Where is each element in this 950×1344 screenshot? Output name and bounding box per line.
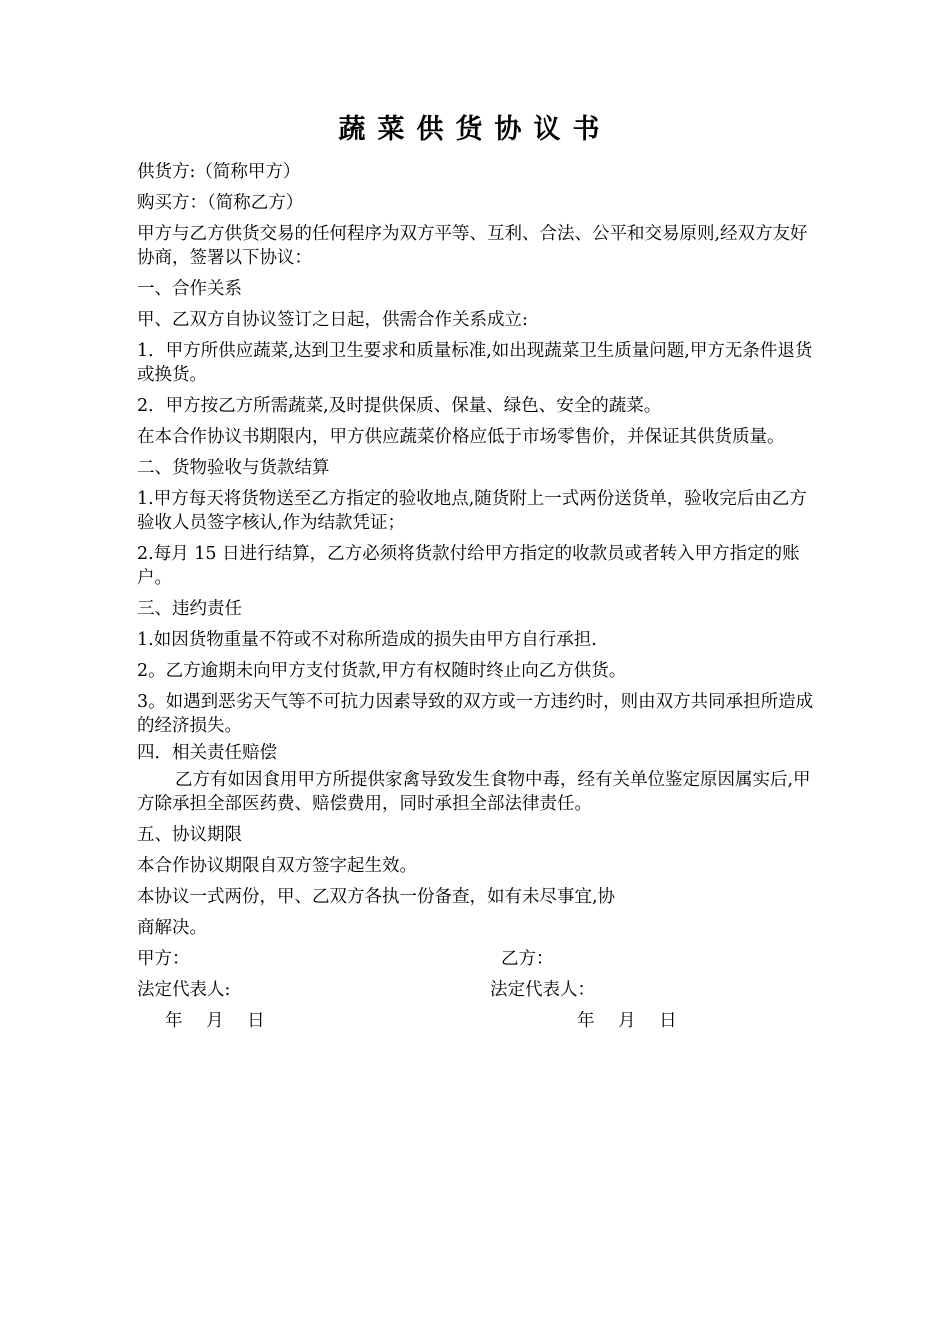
section-1-note: 在本合作协议书期限内，甲方供应蔬菜价格应低于市场零售价，并保证其供货质量。 xyxy=(137,427,785,447)
section-5-heading: 五、协议期限 xyxy=(137,825,242,845)
date-b: 年 月 日 xyxy=(577,1011,677,1031)
section-1-item-1: 1．甲方所供应蔬菜,达到卫生要求和质量标准,如出现蔬菜卫生质量问题,甲方无条件退货或换货。 xyxy=(137,341,813,385)
section-3-item-3: 3。如遇到恶劣天气等不可抗力因素导致的双方或一方违约时，则由双方共同承担所造成的经济损失。 xyxy=(137,692,814,736)
preamble-paragraph: 甲方与乙方供货交易的任何程序为双方平等、互利、合法、公平和交易原则,经双方友好协商，签署以下协议： xyxy=(137,224,808,268)
section-2-item-1: 1.甲方每天将货物送至乙方指定的验收地点,随货附上一式两份送货单，验收完后由乙方验收人员签字核认,作为结款凭证； xyxy=(137,489,807,533)
signature-date-row xyxy=(137,1009,817,1033)
section-1-intro: 甲、乙双方自协议签订之日起，供需合作关系成立: xyxy=(137,310,528,330)
signature-rep-row xyxy=(137,978,817,1002)
page-title: 蔬菜供货协议书 xyxy=(338,114,612,145)
section-5-text-2b: 商解决。 xyxy=(137,918,207,938)
supplier-line: 供货方:（简称甲方） xyxy=(137,162,301,182)
section-3-item-2: 2。乙方逾期未向甲方支付货款,甲方有权随时终止向乙方供货。 xyxy=(137,661,627,681)
party-a-label: 甲方： xyxy=(137,949,190,969)
section-1-item-2: 2．甲方按乙方所需蔬菜,及时提供保质、保量、绿色、安全的蔬菜。 xyxy=(137,396,662,416)
section-5-text-1: 本合作协议期限自双方签字起生效。 xyxy=(137,856,417,876)
section-4-text: 乙方有如因食用甲方所提供家禽导致发生食物中毒，经有关单位鉴定原因属实后,甲方除承担全部医药费、赔偿费用，同时承担全部法律责任。 xyxy=(137,770,811,814)
section-4-heading: 四．相关责任赔偿 xyxy=(137,743,277,763)
signature-party-row xyxy=(137,947,817,971)
section-5-text-2a: 本协议一式两份，甲、乙双方各执一份备查，如有未尽事宜,协 xyxy=(137,887,616,907)
document-body xyxy=(137,160,817,1040)
section-3-item-1: 1.如因货物重量不符或不对称所造成的损失由甲方自行承担. xyxy=(137,630,597,650)
rep-a-label: 法定代表人: xyxy=(137,980,231,1000)
rep-b-label: 法定代表人： xyxy=(490,980,595,1000)
section-1-heading: 一、合作关系 xyxy=(137,279,242,299)
section-2-heading: 二、货物验收与货款结算 xyxy=(137,458,330,478)
section-3-heading: 三、违约责任 xyxy=(137,599,242,619)
section-2-item-2: 2.每月 15 日进行结算，乙方必须将货款付给甲方指定的收款员或者转入甲方指定的账户。 xyxy=(137,544,800,588)
party-b-label: 乙方： xyxy=(501,949,554,969)
date-a: 年 月 日 xyxy=(165,1011,265,1031)
buyer-line: 购买方：（简称乙方） xyxy=(137,193,304,213)
